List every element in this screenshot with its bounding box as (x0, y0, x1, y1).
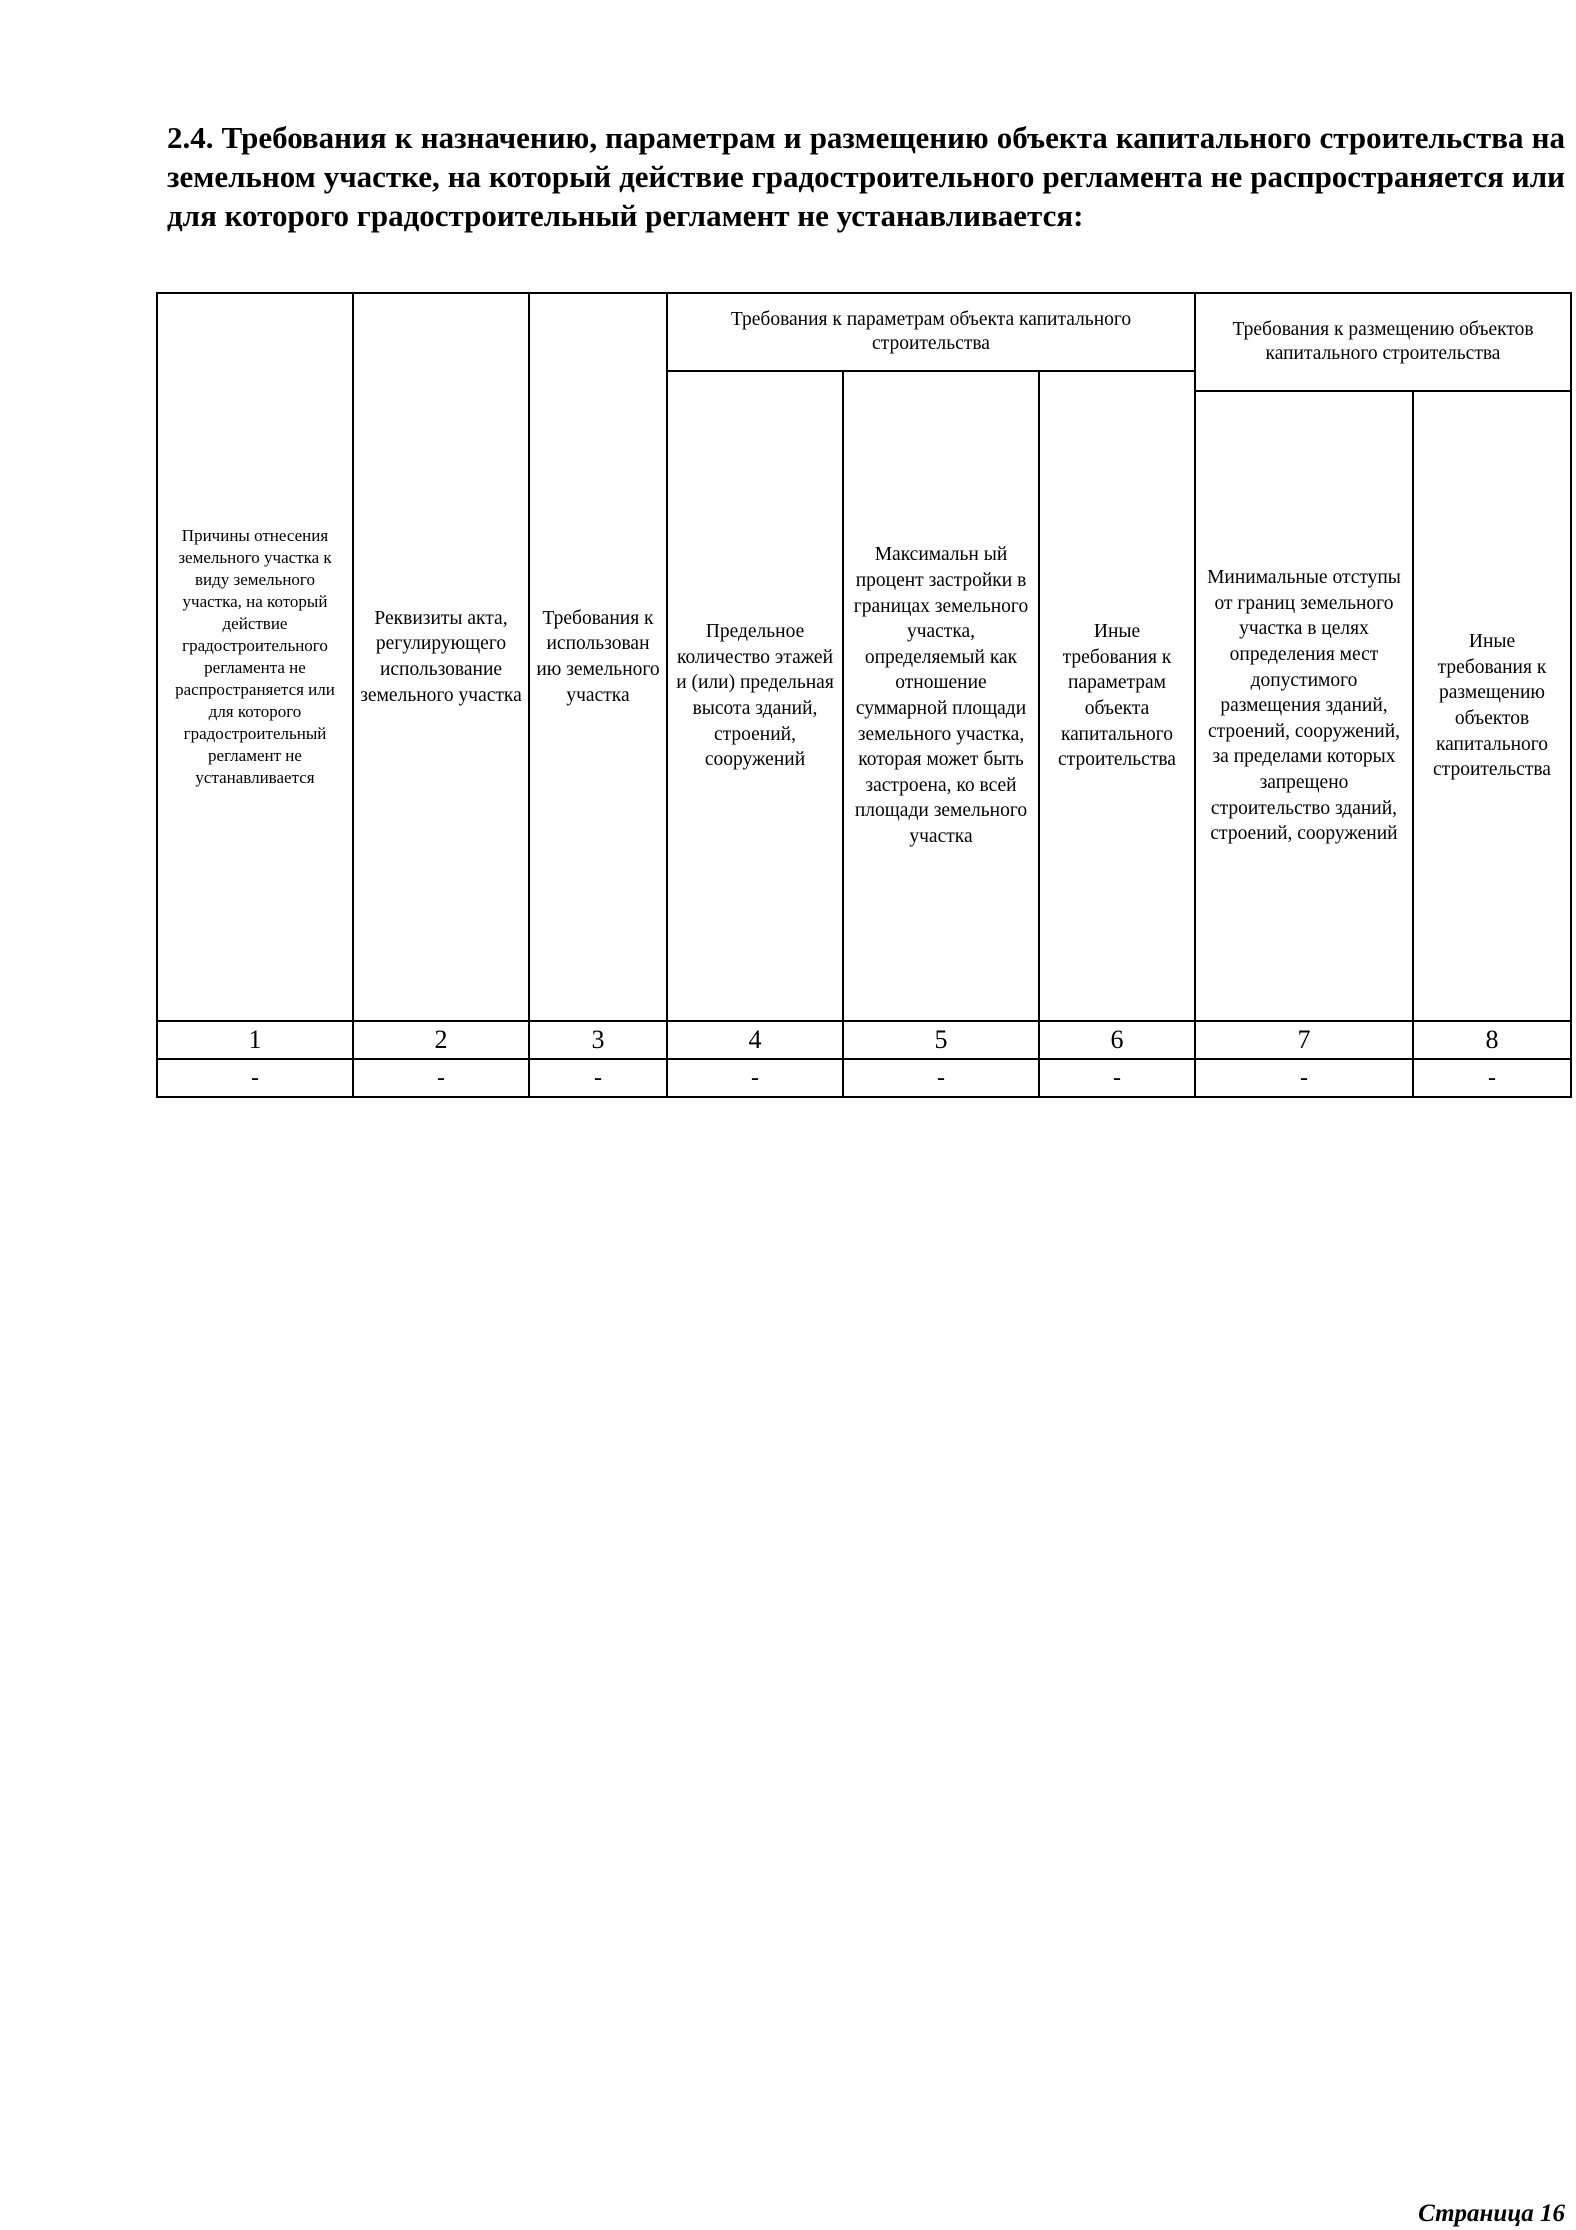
column-number: 8 (1485, 1025, 1499, 1054)
column-number: 5 (934, 1025, 948, 1054)
column-header-2: Реквизиты акта, регулирующего использование земельного участка (360, 607, 522, 706)
section-heading: 2.4. Требования к назначению, параметрам и размещению объекта капитального строительства на земельном участке, на который действие градостроительного регламента не распространяется или для которого градостроительный регламент не устанавливается: (167, 120, 1565, 233)
table-cell-value: - (1300, 1065, 1308, 1091)
column-header-3: Требования к использован ию земельного участка (536, 607, 660, 706)
group-header-parameters: Требования к параметрам объекта капитального строительства (730, 309, 1132, 354)
column-header-4: Предельное количество этажей и (или) предельная высота зданий, строений, сооружений (676, 621, 834, 771)
column-header-5: Максимальн ый процент застройки в границах земельного участка, определяемый как отношение суммарной площади земельного участка, которая может быть застроена, ко всей площади земельного участка (853, 544, 1029, 847)
column-number: 7 (1297, 1025, 1311, 1054)
column-number: 6 (1110, 1025, 1124, 1054)
column-header-8: Иные требования к размещению объектов капитального строительства (1433, 631, 1551, 781)
table-cell-value: - (437, 1065, 445, 1091)
column-number: 2 (434, 1025, 448, 1054)
column-header-1: Причины отнесения земельного участка к виду земельного участка, на который действие градостроительного регламента не распространяется или для которого градостроительный регламент не устанавливается (175, 526, 335, 787)
group-header-placement: Требования к размещению объектов капитального строительства (1232, 319, 1534, 364)
requirements-table (156, 292, 1576, 1098)
column-number: 4 (748, 1025, 762, 1054)
column-header-7: Минимальные отступы от границ земельного участка в целях определения мест допустимого размещения зданий, строений, сооружений, за пределами которых запрещено строительство зданий, строений, сооружений (1207, 567, 1401, 845)
table-cell-value: - (1113, 1065, 1121, 1091)
table-cell-value: - (251, 1065, 259, 1091)
column-header-6: Иные требования к параметрам объекта капитального строительства (1058, 621, 1176, 771)
column-number: 1 (248, 1025, 262, 1054)
table-cell-value: - (594, 1065, 602, 1091)
table-cell-value: - (937, 1065, 945, 1091)
table-cell-value: - (1488, 1065, 1496, 1091)
table-cell-value: - (751, 1065, 759, 1091)
page-number: Страница 16 (1418, 2200, 1565, 2227)
column-number: 3 (591, 1025, 605, 1054)
